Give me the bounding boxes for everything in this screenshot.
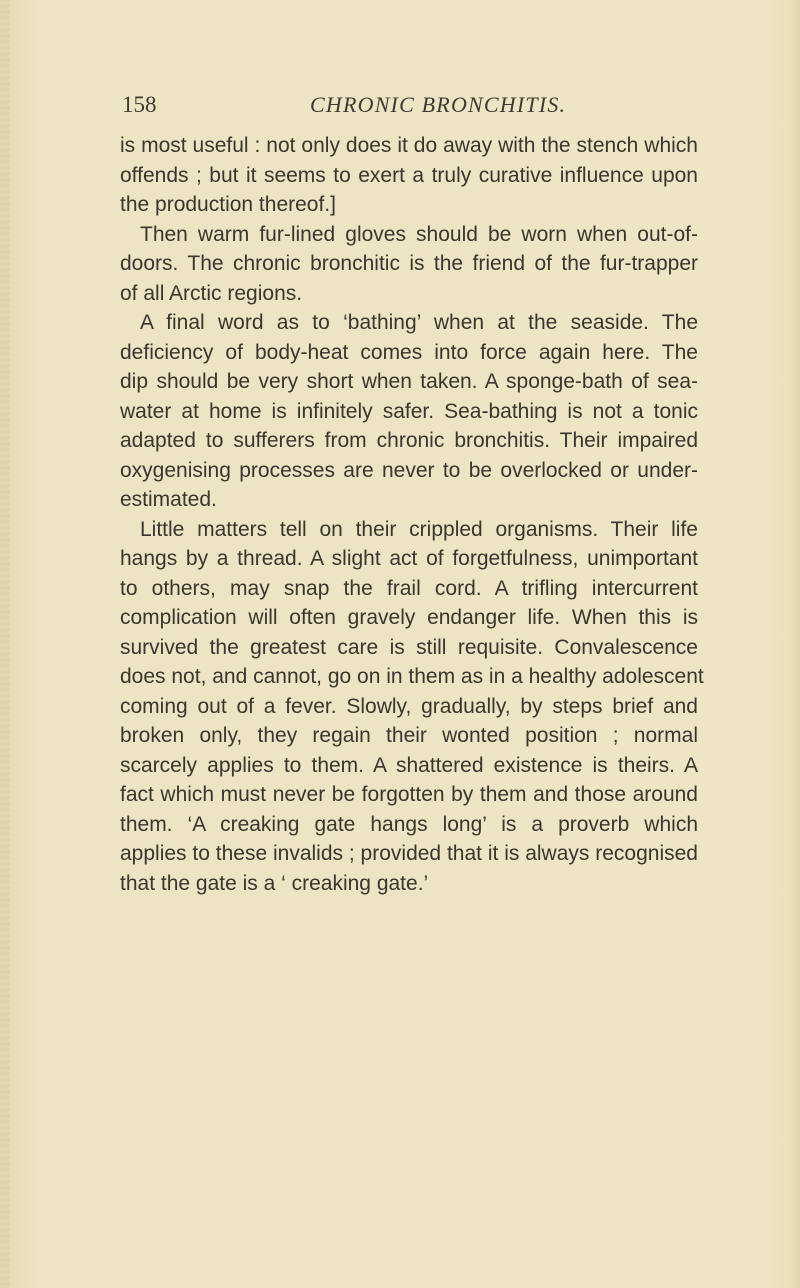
page-number: 158 bbox=[122, 92, 157, 117]
text-line: estimated. bbox=[120, 488, 217, 511]
text-line: them. ‘A creaking gate hangs long’ is a proverb which bbox=[120, 812, 698, 836]
text-line: that the gate is a ‘ creaking gate.’ bbox=[120, 871, 429, 895]
text-line: applies to these invalids ; provided that it is always recognised bbox=[120, 842, 698, 865]
text-line: does not, and cannot, go on in them as in a healthy adolescent bbox=[120, 665, 704, 688]
text-line: is most useful : not only does it do away with the stench which bbox=[120, 134, 698, 157]
text-line: scarcely applies to them. A shattered existence is theirs. A bbox=[120, 753, 698, 777]
text-line: coming out of a fever. Slowly, gradually, by steps brief and bbox=[120, 694, 698, 718]
text-line: oxygenising processes are never to be overlocked or under- bbox=[120, 458, 698, 482]
text-line: to others, may snap the frail cord. A trifling intercurrent bbox=[120, 576, 698, 600]
running-head: CHRONIC BRONCHITIS. bbox=[310, 92, 567, 117]
text-line: offends ; but it seems to exert a truly curative influence upon bbox=[120, 163, 698, 187]
text-line: Then warm fur-lined gloves should be worn when out-of- bbox=[140, 222, 698, 246]
text-line: survived the greatest care is still requisite. Convalescence bbox=[120, 635, 698, 659]
text-line: doors. The chronic bronchitic is the friend of the fur-trapper bbox=[120, 252, 698, 275]
text-line: complication will often gravely endanger life. When this is bbox=[120, 606, 698, 629]
text-line: adapted to sufferers from chronic bronchitis. Their impaired bbox=[120, 429, 698, 452]
text-line: fact which must never be forgotten by them and those around bbox=[120, 783, 698, 806]
text-line: broken only, they regain their wonted position ; normal bbox=[120, 724, 698, 747]
text-line: deficiency of body-heat comes into force again here. The bbox=[120, 340, 698, 364]
text-line: Little matters tell on their crippled organisms. Their life bbox=[140, 517, 698, 541]
text-line: dip should be very short when taken. A sponge-bath of sea- bbox=[120, 370, 698, 393]
page-header bbox=[122, 92, 692, 122]
page-edge-right bbox=[792, 0, 800, 1288]
text-line: of all Arctic regions. bbox=[120, 281, 303, 305]
text-line: water at home is infinitely safer. Sea-bathing is not a tonic bbox=[120, 399, 698, 423]
text-line: the production thereof.] bbox=[120, 193, 336, 216]
text-line: A final word as to ‘bathing’ when at the seaside. The bbox=[140, 311, 698, 334]
text-line: hangs by a thread. A slight act of forgetfulness, unimportant bbox=[120, 547, 698, 570]
page-edge-left bbox=[0, 0, 10, 1288]
body-text bbox=[120, 131, 704, 898]
